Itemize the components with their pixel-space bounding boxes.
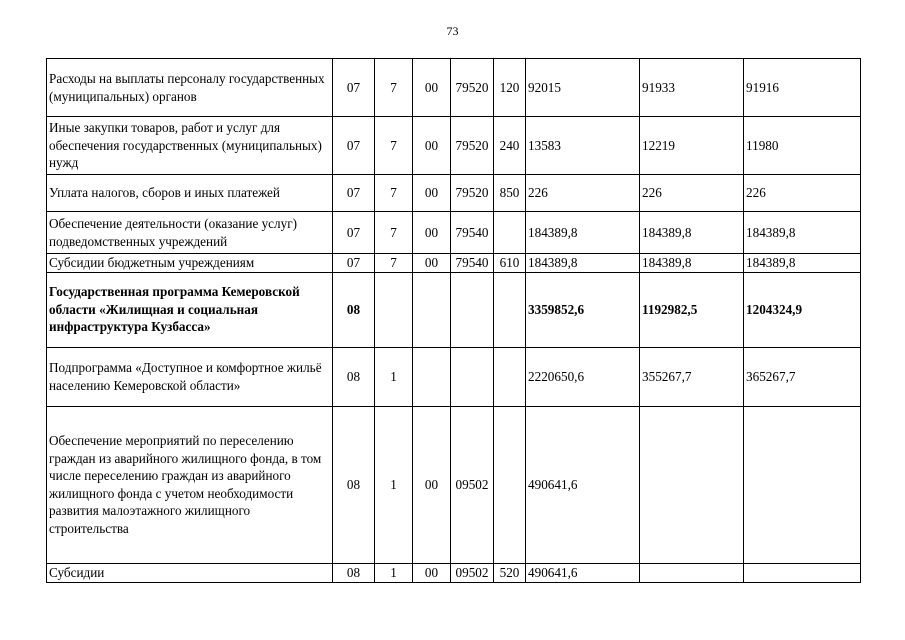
code-article: 09502 — [451, 406, 494, 563]
row-name: Расходы на выплаты персоналу государственных (муниципальных) органов — [47, 59, 333, 117]
value-year-3: 184389,8 — [744, 254, 861, 273]
code-subprogram: 00 — [413, 212, 451, 254]
value-year-1: 184389,8 — [526, 212, 640, 254]
table-row — [47, 563, 861, 582]
code-subprogram: 00 — [413, 59, 451, 117]
value-year-3 — [744, 406, 861, 563]
value-year-2: 355267,7 — [640, 347, 744, 406]
row-name: Обеспечение деятельности (оказание услуг) подведомственных учреждений — [47, 212, 333, 254]
value-year-2: 91933 — [640, 59, 744, 117]
table-row — [47, 406, 861, 563]
value-year-3: 365267,7 — [744, 347, 861, 406]
value-year-2 — [640, 563, 744, 582]
code-section: 08 — [333, 347, 375, 406]
code-expense-type: 850 — [494, 175, 526, 212]
value-year-3: 1204324,9 — [744, 272, 861, 347]
value-year-2: 184389,8 — [640, 254, 744, 273]
value-year-1: 2220650,6 — [526, 347, 640, 406]
code-section: 07 — [333, 59, 375, 117]
code-article: 79520 — [451, 117, 494, 175]
table-row — [47, 175, 861, 212]
value-year-2: 12219 — [640, 117, 744, 175]
table-row — [47, 347, 861, 406]
code-program: 7 — [375, 117, 413, 175]
code-expense-type: 120 — [494, 59, 526, 117]
row-name: Уплата налогов, сборов и иных платежей — [47, 175, 333, 212]
table-row — [47, 212, 861, 254]
code-subprogram: 00 — [413, 406, 451, 563]
code-subprogram: 00 — [413, 563, 451, 582]
code-section: 08 — [333, 272, 375, 347]
value-year-2: 184389,8 — [640, 212, 744, 254]
code-expense-type — [494, 406, 526, 563]
value-year-1: 13583 — [526, 117, 640, 175]
value-year-1: 3359852,6 — [526, 272, 640, 347]
budget-table — [46, 58, 861, 583]
code-expense-type — [494, 347, 526, 406]
value-year-3: 226 — [744, 175, 861, 212]
code-section: 07 — [333, 212, 375, 254]
row-name: Государственная программа Кемеровской области «Жилищная и социальная инфраструктура Кузбасса» — [47, 272, 333, 347]
code-subprogram: 00 — [413, 117, 451, 175]
value-year-3: 91916 — [744, 59, 861, 117]
code-section: 07 — [333, 254, 375, 273]
code-subprogram — [413, 272, 451, 347]
value-year-2 — [640, 406, 744, 563]
row-name: Субсидии — [47, 563, 333, 582]
row-name: Подпрограмма «Доступное и комфортное жильё населению Кемеровской области» — [47, 347, 333, 406]
code-program: 1 — [375, 563, 413, 582]
value-year-1: 184389,8 — [526, 254, 640, 273]
table-row — [47, 59, 861, 117]
code-expense-type: 240 — [494, 117, 526, 175]
code-section: 07 — [333, 175, 375, 212]
code-article: 79520 — [451, 175, 494, 212]
page-number: 73 — [446, 24, 459, 38]
code-program: 7 — [375, 59, 413, 117]
row-name: Иные закупки товаров, работ и услуг для обеспечения государственных (муниципальных) нужд — [47, 117, 333, 175]
code-subprogram: 00 — [413, 175, 451, 212]
code-article: 79540 — [451, 212, 494, 254]
value-year-1: 490641,6 — [526, 563, 640, 582]
row-name: Обеспечение мероприятий по переселению граждан из аварийного жилищного фонда, в том числе переселению граждан из аварийного жилищного фонда с учетом необходимости развития малоэтажного жилищного строительства — [47, 406, 333, 563]
value-year-3 — [744, 563, 861, 582]
code-program: 7 — [375, 212, 413, 254]
code-article — [451, 272, 494, 347]
code-subprogram — [413, 347, 451, 406]
code-program: 7 — [375, 254, 413, 273]
code-expense-type — [494, 272, 526, 347]
value-year-1: 92015 — [526, 59, 640, 117]
code-expense-type: 610 — [494, 254, 526, 273]
code-program — [375, 272, 413, 347]
code-program: 1 — [375, 347, 413, 406]
code-article: 79540 — [451, 254, 494, 273]
code-subprogram: 00 — [413, 254, 451, 273]
value-year-3: 11980 — [744, 117, 861, 175]
table-row — [47, 117, 861, 175]
code-section: 08 — [333, 563, 375, 582]
code-section: 07 — [333, 117, 375, 175]
value-year-1: 226 — [526, 175, 640, 212]
code-article: 09502 — [451, 563, 494, 582]
value-year-2: 1192982,5 — [640, 272, 744, 347]
value-year-2: 226 — [640, 175, 744, 212]
code-program: 1 — [375, 406, 413, 563]
value-year-3: 184389,8 — [744, 212, 861, 254]
code-program: 7 — [375, 175, 413, 212]
code-article — [451, 347, 494, 406]
code-expense-type — [494, 212, 526, 254]
table-row — [47, 254, 861, 273]
row-name: Субсидии бюджетным учреждениям — [47, 254, 333, 273]
table-row — [47, 272, 861, 347]
value-year-1: 490641,6 — [526, 406, 640, 563]
code-section: 08 — [333, 406, 375, 563]
code-article: 79520 — [451, 59, 494, 117]
code-expense-type: 520 — [494, 563, 526, 582]
